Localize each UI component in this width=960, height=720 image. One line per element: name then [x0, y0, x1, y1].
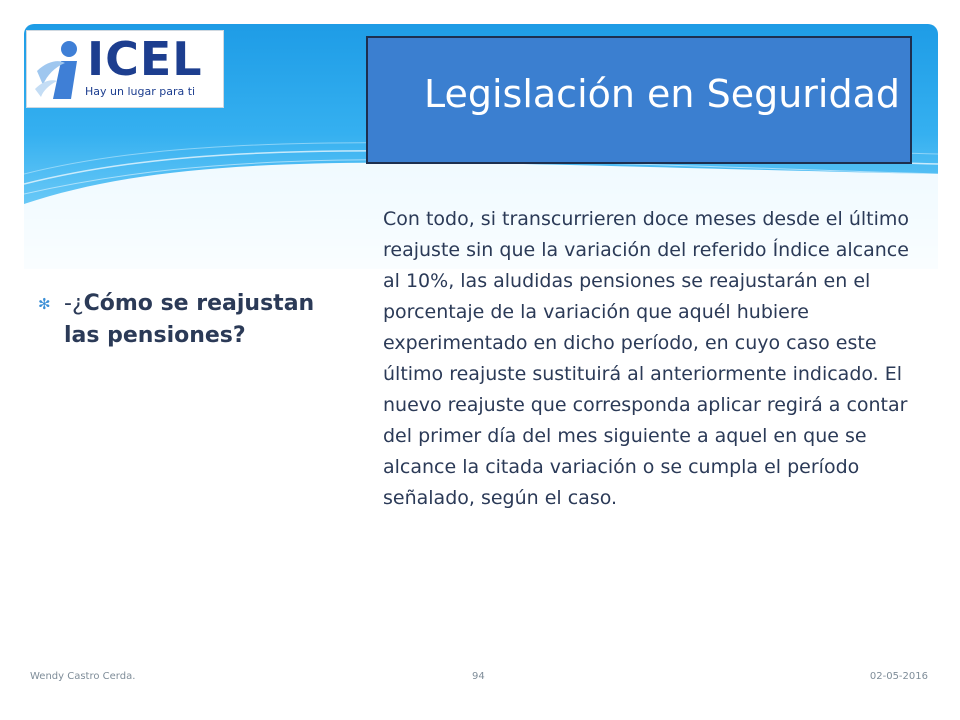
title-box [366, 36, 912, 164]
bullet-question-text: Cómo se reajustan las pensiones? [64, 291, 315, 348]
body-paragraph: Con todo, si transcurrieren doce meses desde el último reajuste sin que la variación del referido Índice alcance al 10%, las aludidas pensiones se reajustarán en el porcentaje de la variación que aquél hubiere experimentado en dicho período, en cuyo caso este último reajuste sustituirá al anteriormente indicado. El nuevo reajuste que corresponda aplicar regirá a contar del primer día del mes siguiente a aquel en que se alcance la citada variación o se cumpla el período señalado, según el caso. [383, 208, 909, 509]
logo-tagline: Hay un lugar para ti [85, 85, 196, 98]
bullet-question [38, 288, 338, 352]
slide-title: Legislación en Seguridad [423, 72, 900, 116]
logo-wordmark: ICEL [87, 32, 203, 86]
footer-date: 02-05-2016 [869, 671, 928, 682]
bullet-asterisk-icon: ✻ [38, 295, 51, 313]
bullet-prefix: -¿ [64, 291, 84, 316]
footer-page-number: 94 [472, 671, 485, 682]
bullet-text [64, 288, 338, 352]
footer-author: Wendy Castro Cerda. [30, 671, 136, 682]
icel-logo [26, 30, 224, 108]
logo-figure-icon [31, 37, 87, 103]
